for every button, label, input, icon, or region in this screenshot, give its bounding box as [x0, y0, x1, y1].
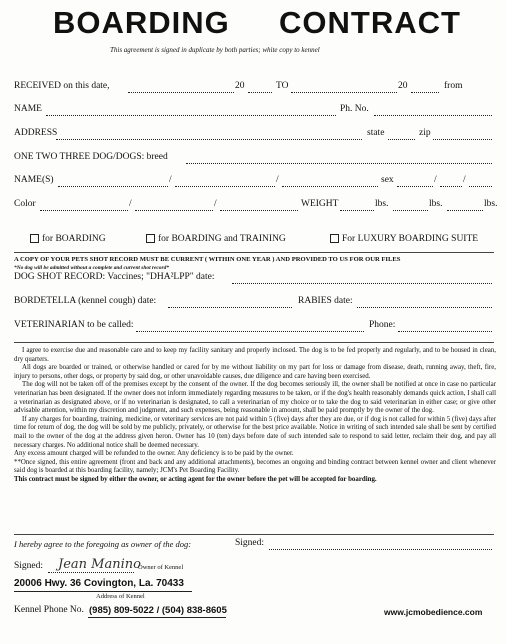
phone-label: Ph. No.	[340, 104, 369, 114]
weight3-line[interactable]	[447, 210, 483, 211]
state-label: state	[367, 128, 385, 138]
weight2-line[interactable]	[393, 210, 428, 211]
subtitle: This agreement is signed in duplicate by both parties; white copy to kennel	[110, 46, 320, 54]
term-paragraph: **Once signed, this entire agreement (front and back and any additional attachments), becomes an ongoing and binding contract between kennel owner and client whenever said dog is boarded at this boarding facility, namely; JCM's Pet Boarding Facility.	[14, 458, 496, 475]
names-label: NAME(S)	[14, 175, 54, 185]
checkbox-luxury[interactable]	[330, 234, 339, 243]
address-of-kennel-label: Address of Kennel	[96, 593, 145, 600]
shot-notice-small: *No dog will be admitted without a complete and current shot record*	[14, 265, 169, 271]
lbs1-label: lbs.	[375, 199, 389, 209]
term-bold-notice: This contract must be signed by either the owner, or acting agent for the owner before the pet will be accepted for boarding.	[14, 475, 377, 483]
option-boarding-label: for BOARDING	[42, 234, 106, 244]
kennel-signed-label: Signed:	[14, 561, 44, 571]
rabies-line[interactable]	[357, 307, 492, 308]
term-paragraph: The dog will not be taken off of the premises except by the consent of the owner. If the dog becomes seriously ill, the owner shall be notified at once in case no particular veterinarian has been designated. If the owner does not inform immediately regarding measures to be taken, or if the dog's health reasonably demands quick action, I shall call a veterinarian as designated above, or if no veterinarian is designated, to call a veterinarian of my choice or to take the dog to said veterinarian in either case; or give other advisable attention, within my discretion and judgment, and such expenses, being reasonable in amount, shall be paid promptly by the owner of the dog.	[14, 381, 496, 415]
term-paragraph: I agree to exercise due and reasonable care and to keep my facility sanitary and properly inclosed. The dog is to be fed properly and regularly, and to be housed in clean, dry quarters.	[14, 347, 496, 363]
dogs-breed-label: ONE TWO THREE DOG/DOGS: breed	[14, 152, 168, 162]
divider-bottom	[14, 534, 494, 535]
divider-top	[14, 252, 494, 253]
color2-line[interactable]	[135, 210, 213, 211]
agree-text: I hereby agree to the foregoing as owner of the dog:	[14, 539, 192, 549]
shot-notice: A COPY OF YOUR PETS SHOT RECORD MUST BE CURRENT ( WITHIN ONE YEAR ) AND PROVIDED TO US FOR OUR FILES	[14, 256, 401, 263]
name1-line[interactable]	[58, 186, 168, 187]
vet-phone-label: Phone:	[369, 320, 396, 330]
vet-line[interactable]	[136, 331, 364, 332]
breed-line[interactable]	[186, 163, 492, 164]
name2-line[interactable]	[175, 186, 275, 187]
vet-phone-line[interactable]	[398, 331, 492, 332]
color1-line[interactable]	[40, 210, 128, 211]
owner-of-kennel-label: Owner of Kennel	[138, 564, 184, 571]
to-date-line[interactable]	[291, 92, 397, 93]
color3-line[interactable]	[220, 210, 298, 211]
option-boarding-training[interactable]	[146, 234, 286, 244]
kennel-address: 20006 Hwy. 36 Covington, La. 70433	[14, 578, 184, 589]
zip-label: zip	[419, 128, 431, 138]
sex-label: sex	[381, 175, 394, 185]
option-luxury[interactable]	[330, 234, 478, 244]
sex3-line[interactable]	[469, 186, 492, 187]
sex1-line[interactable]	[397, 186, 433, 187]
kennel-phone-label: Kennel Phone No.	[14, 605, 84, 615]
option-boarding-training-label: for BOARDING and TRAINING	[158, 234, 286, 244]
name3-line[interactable]	[282, 186, 378, 187]
from-label: from	[444, 81, 463, 91]
address-label: ADDRESS	[14, 128, 58, 138]
option-boarding[interactable]	[30, 234, 106, 244]
year1-label: 20	[235, 81, 245, 91]
title-contract: CONTRACT	[279, 5, 461, 40]
kennel-phones: (985) 809-5022 / (504) 838-8605	[89, 605, 227, 616]
lbs3-label: lbs.	[484, 199, 498, 209]
weight-label: WEIGHT	[301, 199, 339, 209]
kennel-address-underline	[14, 591, 192, 592]
terms-block	[14, 347, 496, 485]
address-line[interactable]	[56, 139, 362, 140]
year2-line[interactable]	[411, 92, 439, 93]
sex2-line[interactable]	[440, 186, 462, 187]
lbs2-label: lbs.	[429, 199, 443, 209]
state-line[interactable]	[388, 139, 415, 140]
year1-line[interactable]	[248, 92, 272, 93]
received-label: RECEIVED on this date,	[14, 81, 110, 91]
year2-label: 20	[398, 81, 408, 91]
term-paragraph: If any charges for boarding, training, medicine, or veterinary services are not paid within 5 (five) days after they are due, or if dog is not called for within 5 (five) days after time for return of dog, the dog will be sold by me publicly, privately, or otherwise for the best price available. Notice in writing of such intended sale shall be sent by certified mail to the owner of the dog at the address given heron. Owner has 10 (ten) days before date of such intended sale to respond to said letter, reclaim their dog, and pay all necessary charges. No additional notice shall be deemed necessary.	[14, 415, 496, 449]
received-date-line[interactable]	[128, 92, 234, 93]
bordetella-line[interactable]	[168, 307, 292, 308]
term-paragraph: All dogs are boarded or trained, or otherwise handled or cared for by me without liability on my part for loss or damage from disease, death, running away, theft, fire, injury to persons, other dogs, or property by said dog, or other unavoidable causes, due diligence and care having been exercised.	[14, 364, 496, 380]
shot-record-line[interactable]	[232, 283, 492, 284]
title-boarding: BOARDING	[53, 5, 230, 40]
name-label: NAME	[14, 104, 42, 114]
phone-line[interactable]	[374, 115, 492, 116]
vet-label: VETERINARIAN to be called:	[14, 320, 134, 330]
bordetella-label: BORDETELLA (kennel cough) date:	[14, 296, 157, 306]
divider-middle	[14, 342, 494, 343]
color-label: Color	[14, 199, 36, 209]
zip-line[interactable]	[433, 139, 492, 140]
kennel-signature-line	[48, 572, 134, 573]
kennel-phone-underline	[88, 617, 226, 618]
kennel-signature: Jean Manino	[58, 557, 141, 572]
owner-signature-line[interactable]	[269, 549, 492, 550]
weight1-line[interactable]	[340, 210, 374, 211]
name-line[interactable]	[46, 115, 336, 116]
owner-signed-label: Signed:	[235, 538, 265, 548]
checkbox-boarding-training[interactable]	[146, 234, 155, 243]
shot-record-label: DOG SHOT RECORD: Vaccines; "DHA²LPP" date:	[14, 272, 215, 282]
to-label: TO	[276, 81, 289, 91]
website-link[interactable]: www.jcmobedience.com	[384, 607, 483, 617]
option-luxury-label: For LUXURY BOARDING SUITE	[342, 234, 479, 244]
rabies-label: RABIES date:	[298, 296, 353, 306]
checkbox-boarding[interactable]	[30, 234, 39, 243]
term-paragraph: Any excess amount charged will be refunded to the owner. Any deficiency is to be paid by the owner.	[14, 450, 294, 458]
